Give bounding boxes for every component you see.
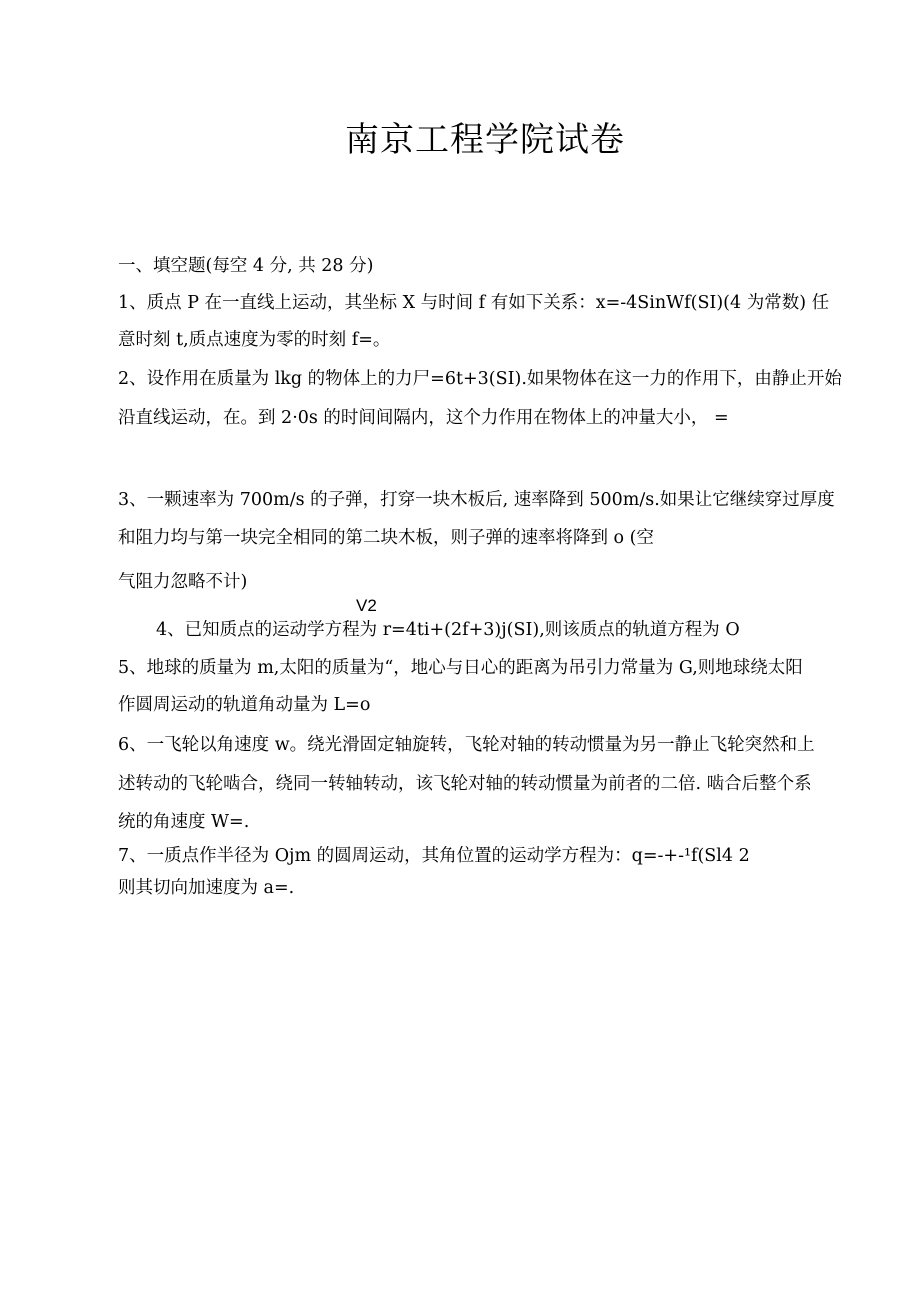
question-4-line-1: 4、已知质点的运动学方程为 r=4ti+(2f+3)j(SI),则该质点的轨道方程为 O — [156, 620, 740, 640]
question-1-line-2: 意时刻 t,质点速度为零的时刻 f=。 — [118, 330, 391, 350]
question-7-line-1: 7、一质点作半径为 Ojm 的圆周运动，其角位置的运动学方程为：q=-+-¹f(Sl4 2 — [118, 846, 750, 866]
question-1-line-1: 1、质点 P 在一直线上运动，其坐标 X 与时间 f 有如下关系：x=-4SinWf(SI)(4 为常数) 任 — [118, 293, 830, 313]
superscript-v2: V2 — [356, 596, 377, 615]
page-title: 南京工程学院试卷 — [345, 120, 625, 160]
question-2-line-1: 2、设作用在质量为 lkg 的物体上的力尸=6t+3(SI).如果物体在这一力的作用下，由静止开始 — [118, 369, 842, 389]
question-6-line-3: 统的角速度 W=. — [118, 812, 250, 832]
question-2-line-2: 沿直线运动，在。到 2·0s 的时间间隔内，这个力作用在物体上的冲量大小， = — [118, 408, 729, 428]
question-3-line-3: 气阻力忽略不计) — [118, 572, 248, 592]
question-6-line-1: 6、一飞轮以角速度 w。绕光滑固定轴旋转，飞轮对轴的转动惯量为另一静止飞轮突然和上 — [118, 735, 815, 755]
question-3-line-2: 和阻力均与第一块完全相同的第二块木板，则子弹的速率将降到 o (空 — [118, 528, 654, 548]
question-6-line-2: 述转动的飞轮啮合，绕同一转轴转动，该飞轮对轴的转动惯量为前者的二倍. 啮合后整个系 — [118, 774, 812, 794]
question-7-line-2: 则其切向加速度为 a=. — [118, 878, 295, 898]
question-5-line-1: 5、地球的质量为 m,太阳的质量为“，地心与日心的距离为吊引力常量为 G,则地球绕太阳 — [118, 658, 803, 678]
section-heading: 一、填空题(每空 4 分, 共 28 分) — [118, 256, 374, 276]
question-3-line-1: 3、一颗速率为 700m∕s 的子弹，打穿一块木板后, 速率降到 500m∕s.如果让它继续穿过厚度 — [118, 490, 835, 510]
question-5-line-2: 作圆周运动的轨道角动量为 L=o — [118, 695, 371, 715]
